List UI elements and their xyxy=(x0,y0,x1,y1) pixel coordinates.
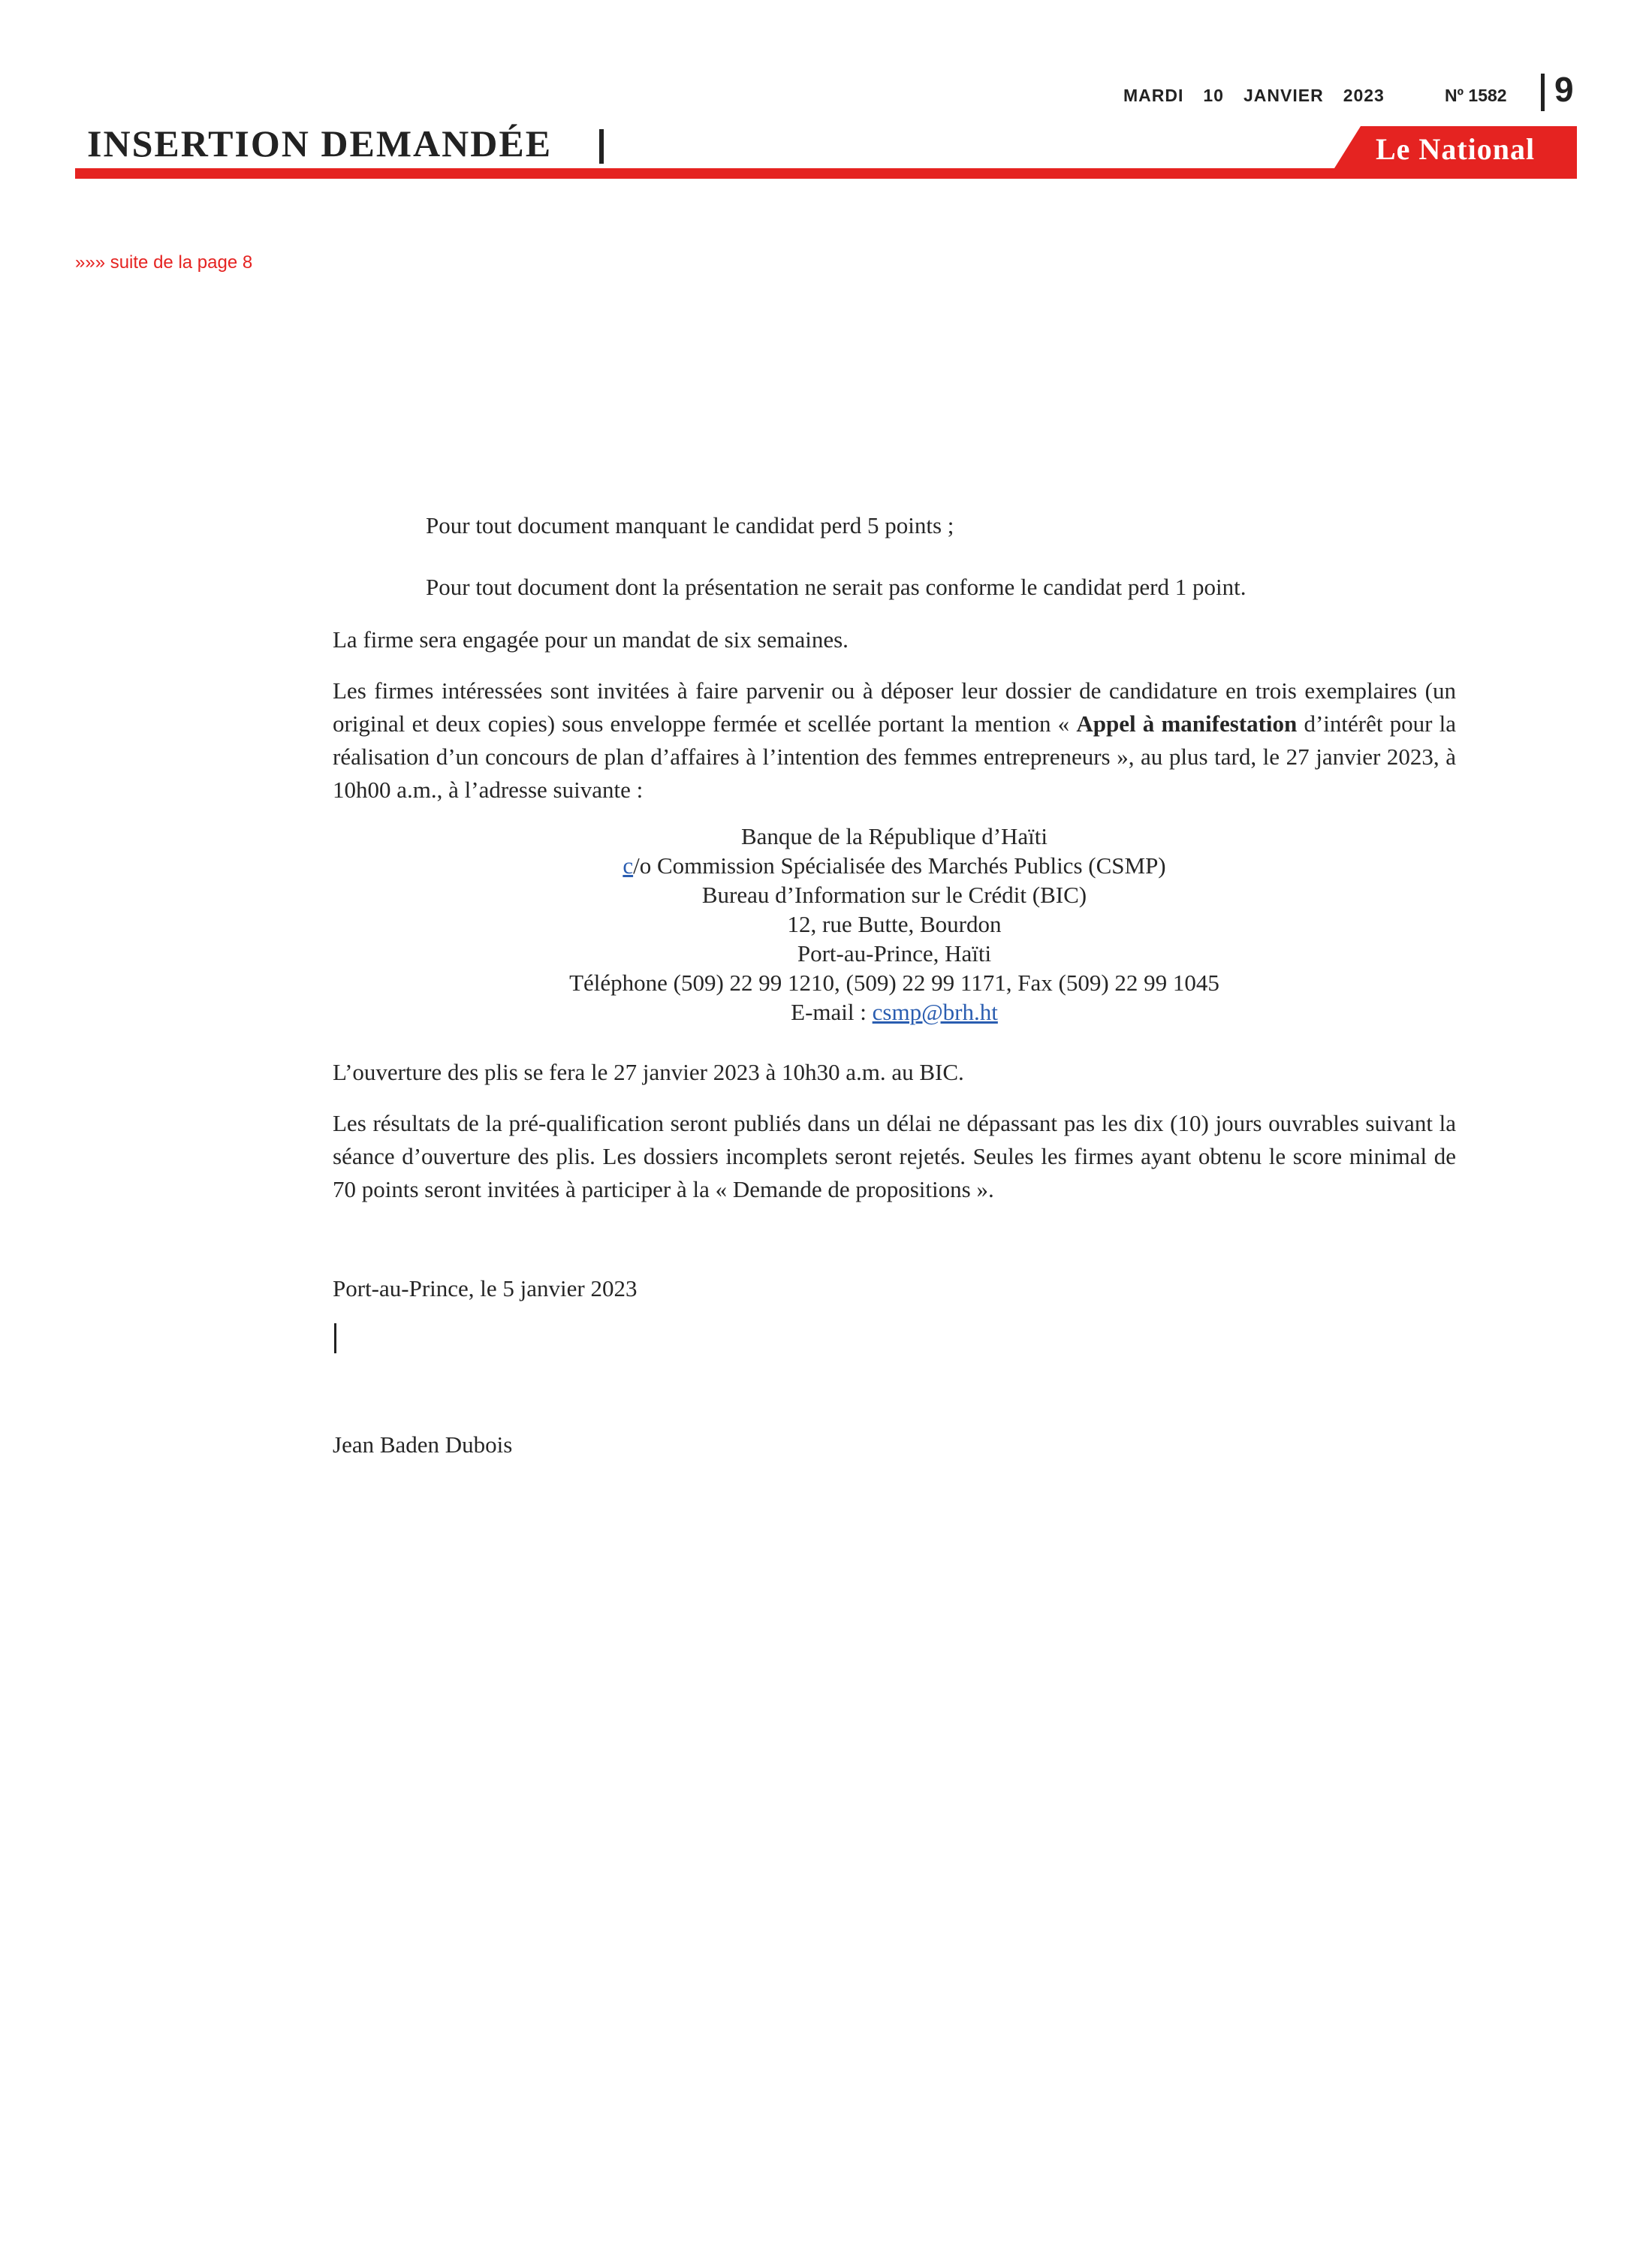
mandate-paragraph: La firme sera engagée pour un mandat de six semaines. xyxy=(333,626,849,653)
page-number: 9 xyxy=(1554,70,1574,109)
section-title: INSERTION DEMANDÉE xyxy=(87,122,553,164)
header-divider xyxy=(1541,74,1545,111)
address-line-bureau: Bureau d’Information sur le Crédit (BIC) xyxy=(701,882,1087,908)
results-paragraph: Les résultats de la pré-qualification seront publiés dans un délai ne dépassant pas les dix (10) jours ouvrables suivant la séance d’ouverture des plis. Les dossiers incomplets seront rejetés. Seules les firmes ayant obtenu le score minimal de 70 points seront invitées à participer à la « Demande de propositions ». xyxy=(333,1110,1456,1202)
email-separator: : xyxy=(854,999,873,1025)
address-line-email xyxy=(333,997,1456,1027)
address-line-commission xyxy=(333,851,1456,880)
opening-paragraph: L’ouverture des plis se fera le 27 janvier 2023 à 10h30 a.m. au BIC. xyxy=(333,1059,964,1085)
date-year: 2023 xyxy=(1343,86,1385,105)
address-line-phone: Téléphone (509) 22 99 1210, (509) 22 99 1171, Fax (509) 22 99 1045 xyxy=(569,970,1219,996)
section-title-divider xyxy=(599,129,604,164)
issue-date xyxy=(1123,86,1404,106)
submission-text-2: d’intérêt pour la réalisation d’un concours de plan d’affaires à l’intention des femmes entrepreneurs », au plus tard, le 27 janvier 2023, à 10h00 a.m., à l’adresse suivante : xyxy=(333,710,1456,803)
date-month: JANVIER xyxy=(1243,86,1324,105)
address-line-bank: Banque de la République d’Haïti xyxy=(740,823,1048,849)
newspaper-brand: Le National xyxy=(1376,132,1536,166)
signatory-name: Jean Baden Dubois xyxy=(333,1431,513,1458)
date-day: 10 xyxy=(1203,86,1224,105)
address-co-prefix: c xyxy=(623,852,634,879)
address-line-city: Port-au-Prince, Haïti xyxy=(797,940,992,967)
place-and-date: Port-au-Prince, le 5 janvier 2023 xyxy=(333,1275,638,1301)
continued-from-link[interactable]: »»» suite de la page 8 xyxy=(75,252,253,273)
submission-paragraph xyxy=(333,674,1456,807)
address-line-street: 12, rue Butte, Bourdon xyxy=(787,911,1002,937)
rule-missing-document: Pour tout document manquant le candidat perd 5 points ; xyxy=(426,512,954,538)
rule-nonconforming-document: Pour tout document dont la présentation ne serait pas conforme le candidat perd 1 point. xyxy=(426,574,1247,600)
submission-text-1: Les firmes intéressées sont invitées à faire parvenir ou à déposer leur dossier de candidature en trois exemplaires (un original et deux copies) sous enveloppe fermée et scellée portant la mention « xyxy=(333,677,1456,737)
email-label: E-mail xyxy=(791,999,855,1025)
email-link[interactable]: csmp@brh.ht xyxy=(872,999,998,1025)
address-co-rest: /o Commission Spécialisée des Marchés Publics (CSMP) xyxy=(633,852,1166,879)
issue-number: Nº 1582 xyxy=(1445,86,1507,105)
address-block xyxy=(333,822,1456,1027)
text-cursor xyxy=(334,1323,336,1353)
date-weekday: MARDI xyxy=(1123,86,1184,105)
submission-bold-text: Appel à manifestation xyxy=(1076,710,1298,737)
